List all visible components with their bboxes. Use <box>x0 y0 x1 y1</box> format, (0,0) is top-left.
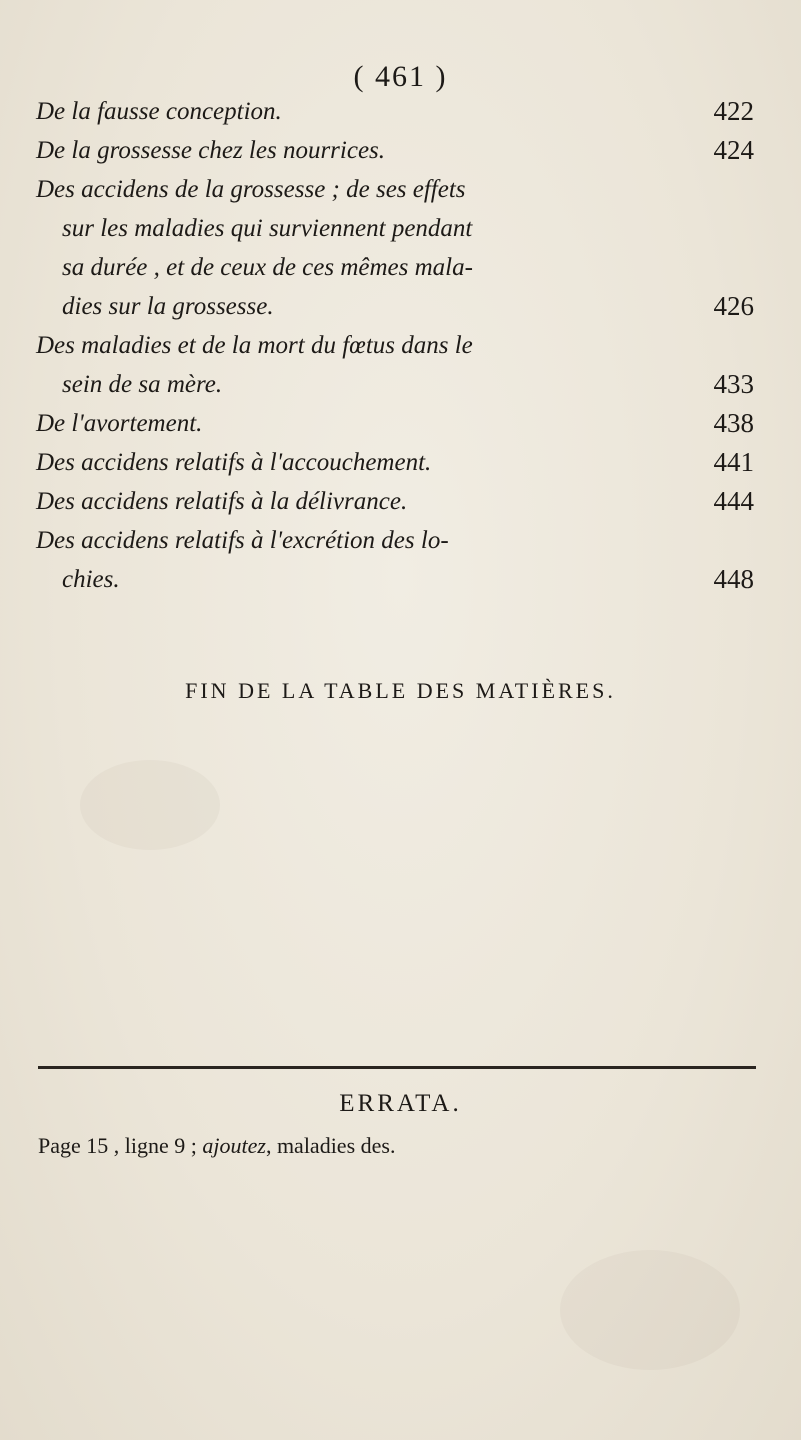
toc-entry-text: Des accidens relatifs à l'excrétion des lo- <box>36 527 449 554</box>
toc-entry-line <box>36 287 754 326</box>
toc-entry-line <box>36 326 754 365</box>
paper-stain <box>560 1250 740 1370</box>
toc-entry-text: sein de sa mère. <box>62 371 223 398</box>
toc-entry-line <box>36 404 754 443</box>
toc-entry-text: De la fausse conception. <box>36 98 282 125</box>
toc-entry-text: Des accidens relatifs à la délivrance. <box>36 488 408 515</box>
toc-entry-line <box>36 131 754 170</box>
errata-prefix: Page 15 , ligne 9 ; <box>38 1133 203 1158</box>
toc-entry-page-number: 444 <box>713 486 754 516</box>
toc-entry-text: Des accidens relatifs à l'accouchement. <box>36 449 432 476</box>
toc-entry-page-number: 424 <box>713 135 754 165</box>
end-of-table-heading: FIN DE LA TABLE DES MATIÈRES. <box>185 678 616 703</box>
divider-rule <box>38 1066 756 1069</box>
toc-entry-line <box>36 560 754 599</box>
toc-entry-page-number: 448 <box>713 564 754 594</box>
toc-entry <box>36 521 754 599</box>
toc-entry-text: dies sur la grossesse. <box>62 293 274 320</box>
toc-entry-text: De la grossesse chez les nourrices. <box>36 137 386 164</box>
errata-italic: ajoutez <box>202 1133 266 1158</box>
toc-entry-line <box>36 443 754 482</box>
toc-entry-text: chies. <box>62 566 120 593</box>
toc-entry-line <box>36 521 754 560</box>
toc-entry-text: Des accidens de la grossesse ; de ses effets <box>36 176 466 203</box>
toc-entry-page-number: 433 <box>713 369 754 399</box>
toc-entry-line <box>36 170 754 209</box>
toc-entry-line <box>36 482 754 521</box>
toc-entry <box>36 326 754 404</box>
toc-entry-page-number: 438 <box>713 408 754 438</box>
toc-entry-line <box>36 365 754 404</box>
toc-entry <box>36 92 754 131</box>
errata-text <box>38 1133 395 1159</box>
toc-entry-line <box>36 92 754 131</box>
toc-entry <box>36 404 754 443</box>
toc-entry-page-number: 441 <box>713 447 754 477</box>
toc-entry <box>36 443 754 482</box>
table-of-contents <box>36 92 754 599</box>
toc-entry-text: sa durée , et de ceux de ces mêmes mala- <box>62 254 473 281</box>
toc-entry <box>36 170 754 326</box>
toc-entry-page-number: 422 <box>713 96 754 126</box>
toc-entry-text: De l'avortement. <box>36 410 203 437</box>
page-number: ( 461 ) <box>353 60 448 93</box>
errata-suffix: , maladies des. <box>265 1133 396 1158</box>
toc-entry-text: Des maladies et de la mort du fœtus dans le <box>36 332 473 359</box>
toc-entry-page-number: 426 <box>713 291 754 321</box>
paper-stain <box>80 760 220 850</box>
errata-title: ERRATA. <box>339 1090 462 1117</box>
toc-entry-text: sur les maladies qui surviennent pendant <box>62 215 473 242</box>
toc-entry-line <box>36 248 754 287</box>
toc-entry <box>36 131 754 170</box>
toc-entry <box>36 482 754 521</box>
toc-entry-line <box>36 209 754 248</box>
